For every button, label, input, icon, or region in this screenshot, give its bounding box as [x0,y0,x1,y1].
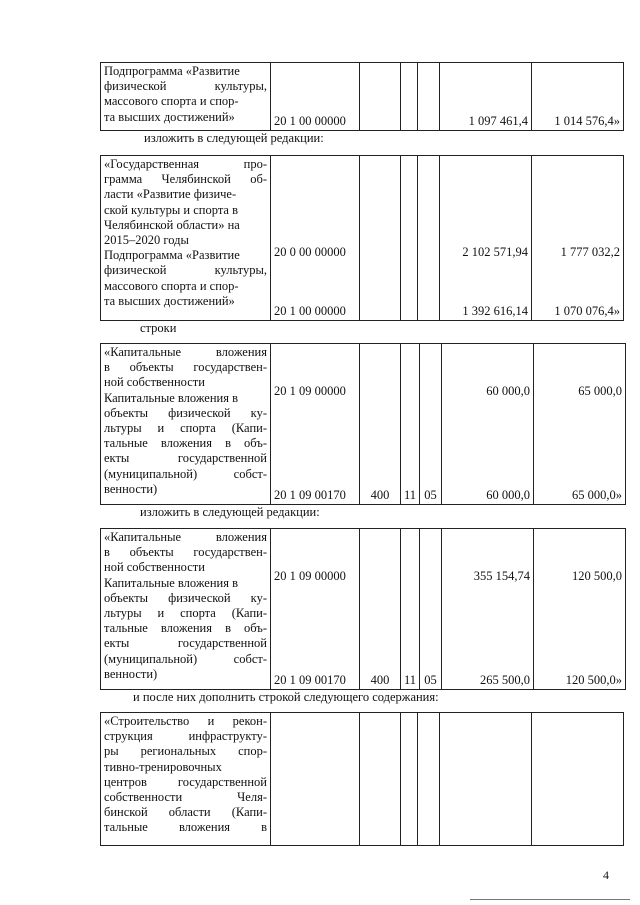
sum-2018-cell [442,344,534,505]
sum-2018-group: 355 154,74 [473,569,531,583]
page-number: 4 [603,868,609,882]
pr-cell [418,156,440,321]
row-name-line: массового спорта и спор- [104,278,239,293]
row-name-line: объекты физической ку- [104,405,267,420]
sum-2019-item: 65 000,0» [572,487,623,502]
sum-2019-cell [534,529,626,690]
row-name-line: (муниципальной) собст- [104,466,267,481]
pr-cell: 05 [420,344,442,505]
row-name-cell [101,156,271,321]
row-name-line: екты государственной [104,451,267,466]
instruction-text: изложить в следующей редакции: [140,505,320,519]
sum-2018-group: 60 000,0 [486,384,531,398]
row-name-line: «Государственная про- [104,157,267,171]
row-name-line: тивно-тренировочных [104,759,222,774]
table-row [101,713,624,846]
instruction-text: строки [140,321,177,335]
row-name-line: льтуры и спорта (Капи- [104,606,267,621]
csr-code-group: 20 1 09 00000 [274,384,346,398]
row-name-line: грамма Челябинской об- [104,172,267,187]
sum-2019-cell [532,156,624,321]
vr-cell [360,713,401,846]
sum-2019-program: 1 777 032,2 [560,245,620,259]
sum-2018-program: 2 102 571,94 [462,245,528,259]
row-name-line: та высших достижений» [104,293,235,308]
row-name-line: (муниципальной) собст- [104,651,267,666]
row-name-line: екты государственной [104,636,267,651]
csr-code-cell: 20 1 00 00000 [271,63,360,131]
row-name-line: ной собственности [104,560,205,575]
table-row [101,344,626,505]
row-name-line: центров государственной [104,774,267,789]
row-name-line: в объекты государствен- [104,360,267,375]
table-row [101,156,624,321]
vr-cell [360,156,401,321]
row-name-cell [101,63,271,131]
row-name-line: собственности Челя- [104,790,267,805]
footer-rule [470,899,630,900]
table-block-3 [100,343,626,505]
rz-cell: 11 [401,344,420,505]
vr-cell: 400 [360,344,401,505]
row-name-line: ной собственности [104,375,205,390]
row-name-line: «Строительство и рекон- [104,714,267,728]
table-block-1 [100,62,624,131]
csr-code-subprogram: 20 1 00 00000 [274,303,346,318]
row-name-line: венности) [104,481,158,496]
table-block-2 [100,155,624,321]
row-name-cell [101,529,271,690]
csr-code-cell [271,344,360,505]
row-name-line: бинской области (Капи- [104,805,267,820]
sum-2019-group: 120 500,0 [572,569,623,583]
sum-2019-cell: 1 014 576,4» [532,63,624,131]
row-name-line: льтуры и спорта (Капи- [104,421,267,436]
row-name-line: в объекты государствен- [104,545,267,560]
rz-cell [401,63,418,131]
row-name-line: ской культуры и спорта в [104,202,239,217]
sum-2019-item: 120 500,0» [565,672,623,687]
sum-2019-cell [534,344,626,505]
csr-code-cell [271,713,360,846]
row-name-line: ласти «Развитие физиче- [104,187,237,202]
vr-cell: 400 [360,529,401,690]
csr-code-group: 20 1 09 00000 [274,569,346,583]
sum-2018-cell [440,713,532,846]
row-name-line: струкция инфраструкту- [104,729,267,744]
sum-2018-cell [440,156,532,321]
table-row [101,63,624,131]
pr-cell: 05 [420,529,442,690]
row-name-cell [101,713,271,846]
sum-2018-cell [442,529,534,690]
vr-cell [360,63,401,131]
row-name-line: тальные вложения в объ- [104,436,267,451]
sum-2018-cell: 1 097 461,4 [440,63,532,131]
csr-code-cell [271,156,360,321]
sum-2018-subprogram: 1 392 616,14 [462,303,528,318]
pr-cell [418,63,440,131]
pr-cell [418,713,440,846]
row-name-line: Подпрограмма «Развитие [104,64,240,78]
row-name-line: венности) [104,666,158,681]
row-name-line: ры региональных спор- [104,744,267,759]
instruction-text: изложить в следующей редакции: [144,131,324,145]
row-name-line: массового спорта и спор- [104,94,239,109]
row-name-line: та высших достижений» [104,109,235,124]
sum-2019-cell [532,713,624,846]
sum-2018-item: 60 000,0 [486,487,531,502]
csr-code-item: 20 1 09 00170 [274,672,346,687]
row-name-line: физической культуры, [104,263,267,278]
table-block-5 [100,712,624,846]
row-name-line: 2015–2020 годы [104,233,189,248]
csr-code-item: 20 1 09 00170 [274,487,346,502]
rz-cell [401,713,418,846]
table-row [101,529,626,690]
rz-cell [401,156,418,321]
row-name-line: Капитальные вложения в [104,575,238,590]
sum-2019-subprogram: 1 070 076,4» [554,303,620,318]
sum-2019-group: 65 000,0 [578,384,623,398]
row-name-line: Капитальные вложения в [104,390,238,405]
row-name-line: объекты физической ку- [104,590,267,605]
row-name-line: «Капитальные вложения [104,345,267,359]
row-name-line: «Капитальные вложения [104,530,267,544]
rz-cell: 11 [401,529,420,690]
row-name-cell [101,344,271,505]
row-name-line: физической культуры, [104,79,267,94]
sum-2018-item: 265 500,0 [480,672,531,687]
csr-code-program: 20 0 00 00000 [274,245,346,259]
row-name-line: тальные вложения в объ- [104,621,267,636]
row-name-line: Подпрограмма «Развитие [104,248,240,263]
row-name-line: Челябинской области» на [104,217,240,232]
csr-code-cell [271,529,360,690]
row-name-line: тальные вложения в [104,820,267,835]
table-block-4 [100,528,626,690]
instruction-text: и после них дополнить строкой следующего содержания: [133,690,439,704]
